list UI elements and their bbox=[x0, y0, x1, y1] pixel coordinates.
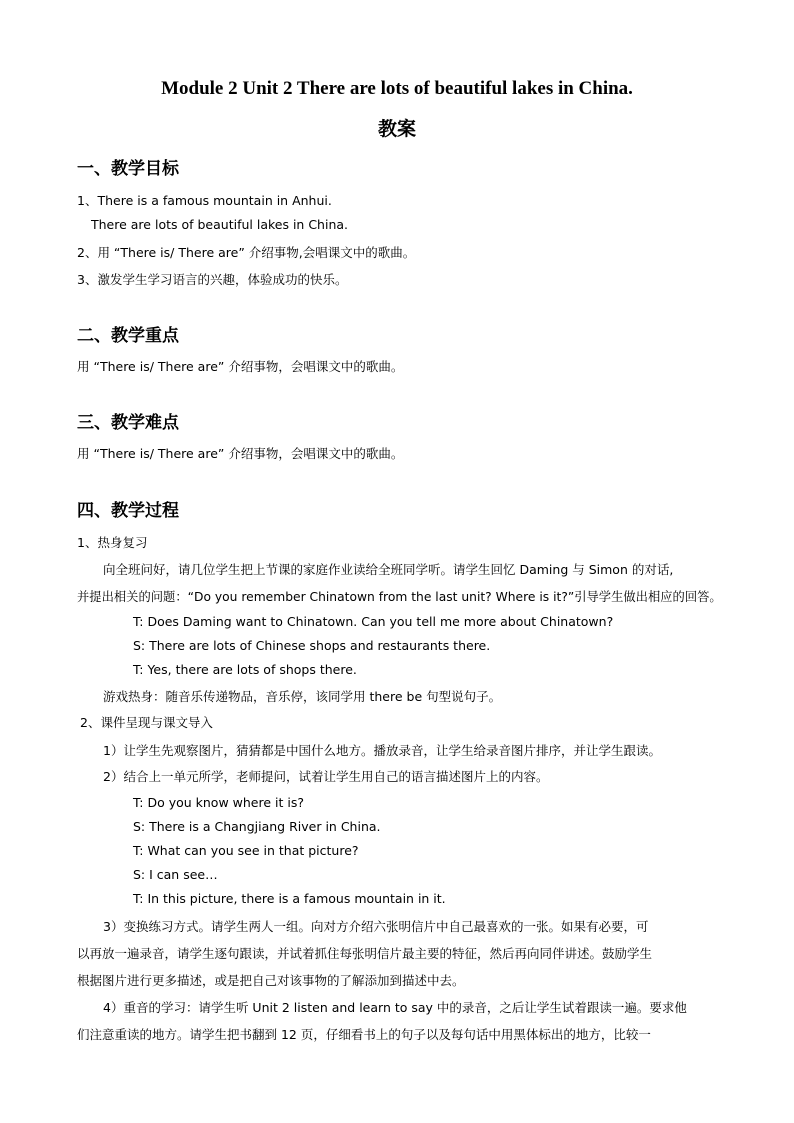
process-line: 根据图片进行更多描述，或是把自己对该事物的了解添加到描述中去。 bbox=[77, 973, 465, 988]
dialogue-line: S: I can see… bbox=[133, 867, 218, 882]
process-line: 2）结合上一单元所学，老师提问，试着让学生用自己的语言描述图片上的内容。 bbox=[103, 769, 549, 784]
process-line: 1、热身复习 bbox=[77, 535, 148, 550]
document-subtitle: 教案 bbox=[377, 119, 416, 140]
objective-line: 1、There is a famous mountain in Anhui. bbox=[77, 193, 332, 208]
dialogue-line: S: There are lots of Chinese shops and restaurants there. bbox=[133, 638, 491, 653]
section-heading-key-points: 二、教学重点 bbox=[77, 326, 179, 346]
dialogue-line: T: In this picture, there is a famous mountain in it. bbox=[133, 891, 446, 906]
dialogue-line: T: Yes, there are lots of shops there. bbox=[133, 662, 357, 677]
process-line: 游戏热身：随音乐传递物品，音乐停，该同学用 there be 句型说句子。 bbox=[103, 689, 502, 704]
process-line: 向全班问好，请几位学生把上节课的家庭作业读给全班同学听。请学生回忆 Daming 与 Simon 的对话, bbox=[103, 562, 674, 577]
section-heading-difficulties: 三、教学难点 bbox=[77, 413, 179, 433]
process-line: 们注意重读的地方。请学生把书翻到 12 页，仔细看书上的句子以及每句话中用黑体标出的地方，比较一 bbox=[77, 1027, 651, 1042]
process-line: 1）让学生先观察图片，猜猜都是中国什么地方。播放录音，让学生给录音图片排序，并让学生跟读。 bbox=[103, 743, 661, 758]
dialogue-line: S: There is a Changjiang River in China. bbox=[133, 819, 381, 834]
document-title: Module 2 Unit 2 There are lots of beautiful lakes in China. bbox=[161, 78, 633, 99]
objective-line: 3、激发学生学习语言的兴趣，体验成功的快乐。 bbox=[77, 272, 348, 287]
section-heading-objectives: 一、教学目标 bbox=[77, 159, 179, 179]
difficulty-line: 用 “There is/ There are” 介绍事物，会唱课文中的歌曲。 bbox=[77, 446, 404, 461]
process-line: 以再放一遍录音，请学生逐句跟读，并试着抓住每张明信片最主要的特征，然后再向同伴讲述。鼓励学生 bbox=[77, 946, 653, 961]
dialogue-line: T: Does Daming want to Chinatown. Can you tell me more about Chinatown? bbox=[133, 614, 614, 629]
process-line: 3）变换练习方式。请学生两人一组。向对方介绍六张明信片中自己最喜欢的一张。如果有必要，可 bbox=[103, 919, 649, 934]
key-point-line: 用 “There is/ There are” 介绍事物，会唱课文中的歌曲。 bbox=[77, 359, 404, 374]
section-heading-process: 四、教学过程 bbox=[77, 501, 179, 521]
objective-line: 2、用 “There is/ There are” 介绍事物,会唱课文中的歌曲。 bbox=[77, 245, 416, 260]
dialogue-line: T: Do you know where it is? bbox=[133, 795, 304, 810]
process-line: 4）重音的学习：请学生听 Unit 2 listen and learn to say 中的录音，之后让学生试着跟读一遍。要求他 bbox=[103, 1000, 687, 1015]
dialogue-line: T: What can you see in that picture? bbox=[133, 843, 359, 858]
process-line: 2、课件呈现与课文导入 bbox=[80, 715, 213, 730]
objective-line: There are lots of beautiful lakes in China. bbox=[91, 217, 348, 232]
process-line: 并提出相关的问题：“Do you remember Chinatown from the last unit? Where is it?”引导学生做出相应的回答。 bbox=[77, 589, 722, 604]
